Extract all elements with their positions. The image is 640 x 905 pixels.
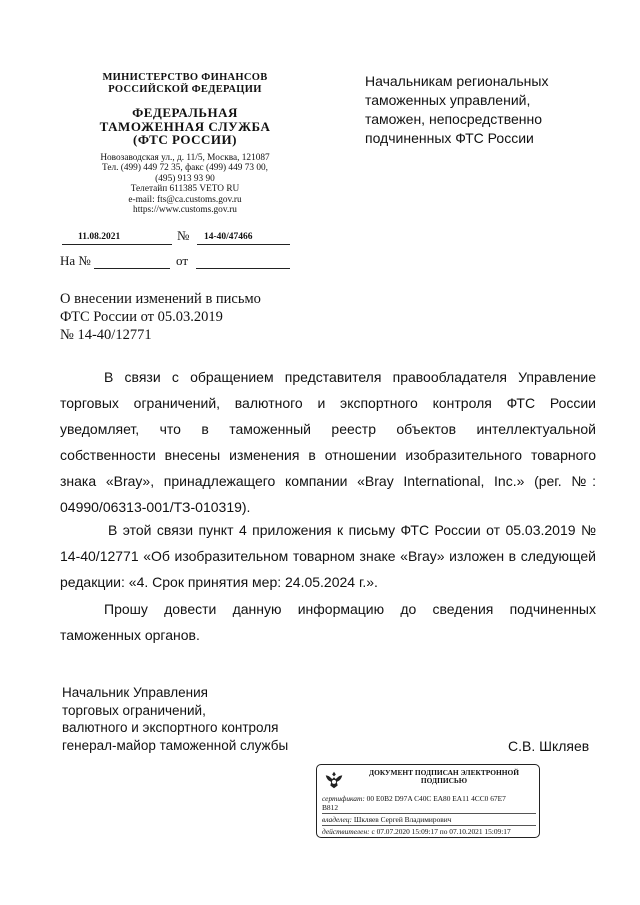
- stamp-owner-value: Шкляев Сергей Владимирович: [353, 815, 452, 825]
- stamp-owner-row: [322, 815, 536, 824]
- stamp-cert-row: [322, 794, 536, 803]
- stamp-title: [351, 769, 537, 785]
- service-line-2: ТАМОЖЕННАЯ СЛУЖБА: [99, 118, 271, 134]
- subject-line-3: № 14-40/12771: [60, 327, 152, 344]
- service-line-1: ФЕДЕРАЛЬНАЯ: [132, 105, 238, 120]
- signatory-title-line-2: торговых ограничений,: [62, 702, 206, 718]
- phone-line-2: (495) 913 93 90: [155, 173, 215, 184]
- e-signature-stamp: [316, 764, 540, 838]
- signatory-title: [62, 684, 322, 754]
- reference-number-underline: [94, 268, 170, 269]
- contact-block: [60, 153, 310, 215]
- subject-block: [60, 290, 330, 344]
- registration-number: 14-40/47466: [204, 232, 253, 242]
- ministry-line-1: МИНИСТЕРСТВО ФИНАНСОВ: [102, 72, 268, 83]
- stamp-divider: [322, 825, 536, 826]
- body-paragraph-3: Прошу довести данную информацию до сведения подчиненных таможенных органов.: [60, 601, 596, 643]
- stamp-valid-row: [322, 827, 536, 836]
- signatory-title-line-1: Начальник Управления: [62, 685, 208, 700]
- service-line-3: (ФТС РОССИИ): [133, 132, 237, 148]
- stamp-title-line-1: ДОКУМЕНТ ПОДПИСАН ЭЛЕКТРОННОЙ: [369, 768, 519, 777]
- stamp-owner-label: владелец:: [322, 815, 352, 825]
- signatory-title-line-4: генерал-майор таможенной службы: [62, 737, 289, 753]
- stamp-divider: [322, 813, 536, 814]
- recipient-line-1: Начальникам региональных: [365, 73, 549, 89]
- coat-of-arms-icon: [323, 769, 345, 791]
- ministry-name: [60, 72, 310, 95]
- stamp-valid-label: действителен:: [322, 827, 370, 837]
- subject-line-2: ФТС России от 05.03.2019: [60, 309, 223, 326]
- recipient-line-3: таможен, непосредственно: [365, 111, 543, 128]
- body-paragraph-2: В этой связи пункт 4 приложения к письму ФТС России от 05.03.2019 № 14-40/12771 «Об изобразительном товарном знаке «Bray» изложен в следующей редакции: «4. Срок принятия мер: 24.05.2024 г.».: [60, 522, 596, 590]
- signatory-title-line-3: валютного и экспортного контроля: [62, 720, 279, 736]
- subject-line-1: О внесении изменений в письмо: [60, 291, 261, 307]
- service-name: [60, 106, 310, 147]
- body-paragraph-1: В связи с обращением представителя правообладателя Управление торговых ограничений, валютного и экспортного контроля ФТС России уведомляет, что в таможенный реестр объектов интеллектуальной собственности внесены изменения в отношении изобразительного товарного знака «Bray», принадлежащего компании «Bray International, Inc.» (рег. №: 04990/06313-001/ТЗ-010319).: [60, 369, 596, 515]
- registration-date: 11.08.2021: [78, 232, 121, 242]
- email: e-mail: fts@ca.customs.gov.ru: [128, 194, 242, 205]
- registration-number-underline: [197, 244, 290, 245]
- reference-number-label: На №: [60, 253, 91, 268]
- reference-date-label: от: [176, 253, 189, 268]
- stamp-cert-value-cont: B812: [322, 803, 339, 813]
- recipient-line-4: подчиненных ФТС России: [365, 130, 534, 147]
- website: https://www.customs.gov.ru: [133, 205, 237, 216]
- registration-date-underline: [62, 244, 172, 245]
- signatory-name: С.В. Шкляев: [508, 738, 590, 754]
- stamp-valid-value: с 07.07.2020 15:09:17 по 07.10.2021 15:09:17: [371, 827, 511, 837]
- stamp-fields: [322, 794, 536, 836]
- stamp-title-line-2: ПОДПИСЬЮ: [420, 776, 468, 786]
- stamp-cert-value: 00 E0B2 D97A C40C EA80 EA11 4CC0 67E7: [366, 794, 506, 803]
- recipient-block: [365, 72, 575, 148]
- ministry-line-2: РОССИЙСКОЙ ФЕДЕРАЦИИ: [108, 83, 262, 95]
- phone-line-1: Тел. (499) 449 72 35, факс (499) 449 73 00,: [102, 163, 268, 174]
- address: Новозаводская ул., д. 11/5, Москва, 121087: [100, 153, 270, 163]
- teletype: Телетайп 611385 VETO RU: [130, 184, 240, 195]
- registration-number-sign: №: [177, 228, 190, 243]
- reference-date-underline: [196, 268, 290, 269]
- stamp-cert-label: сертификат:: [322, 794, 365, 803]
- recipient-line-2: таможенных управлений,: [365, 92, 531, 109]
